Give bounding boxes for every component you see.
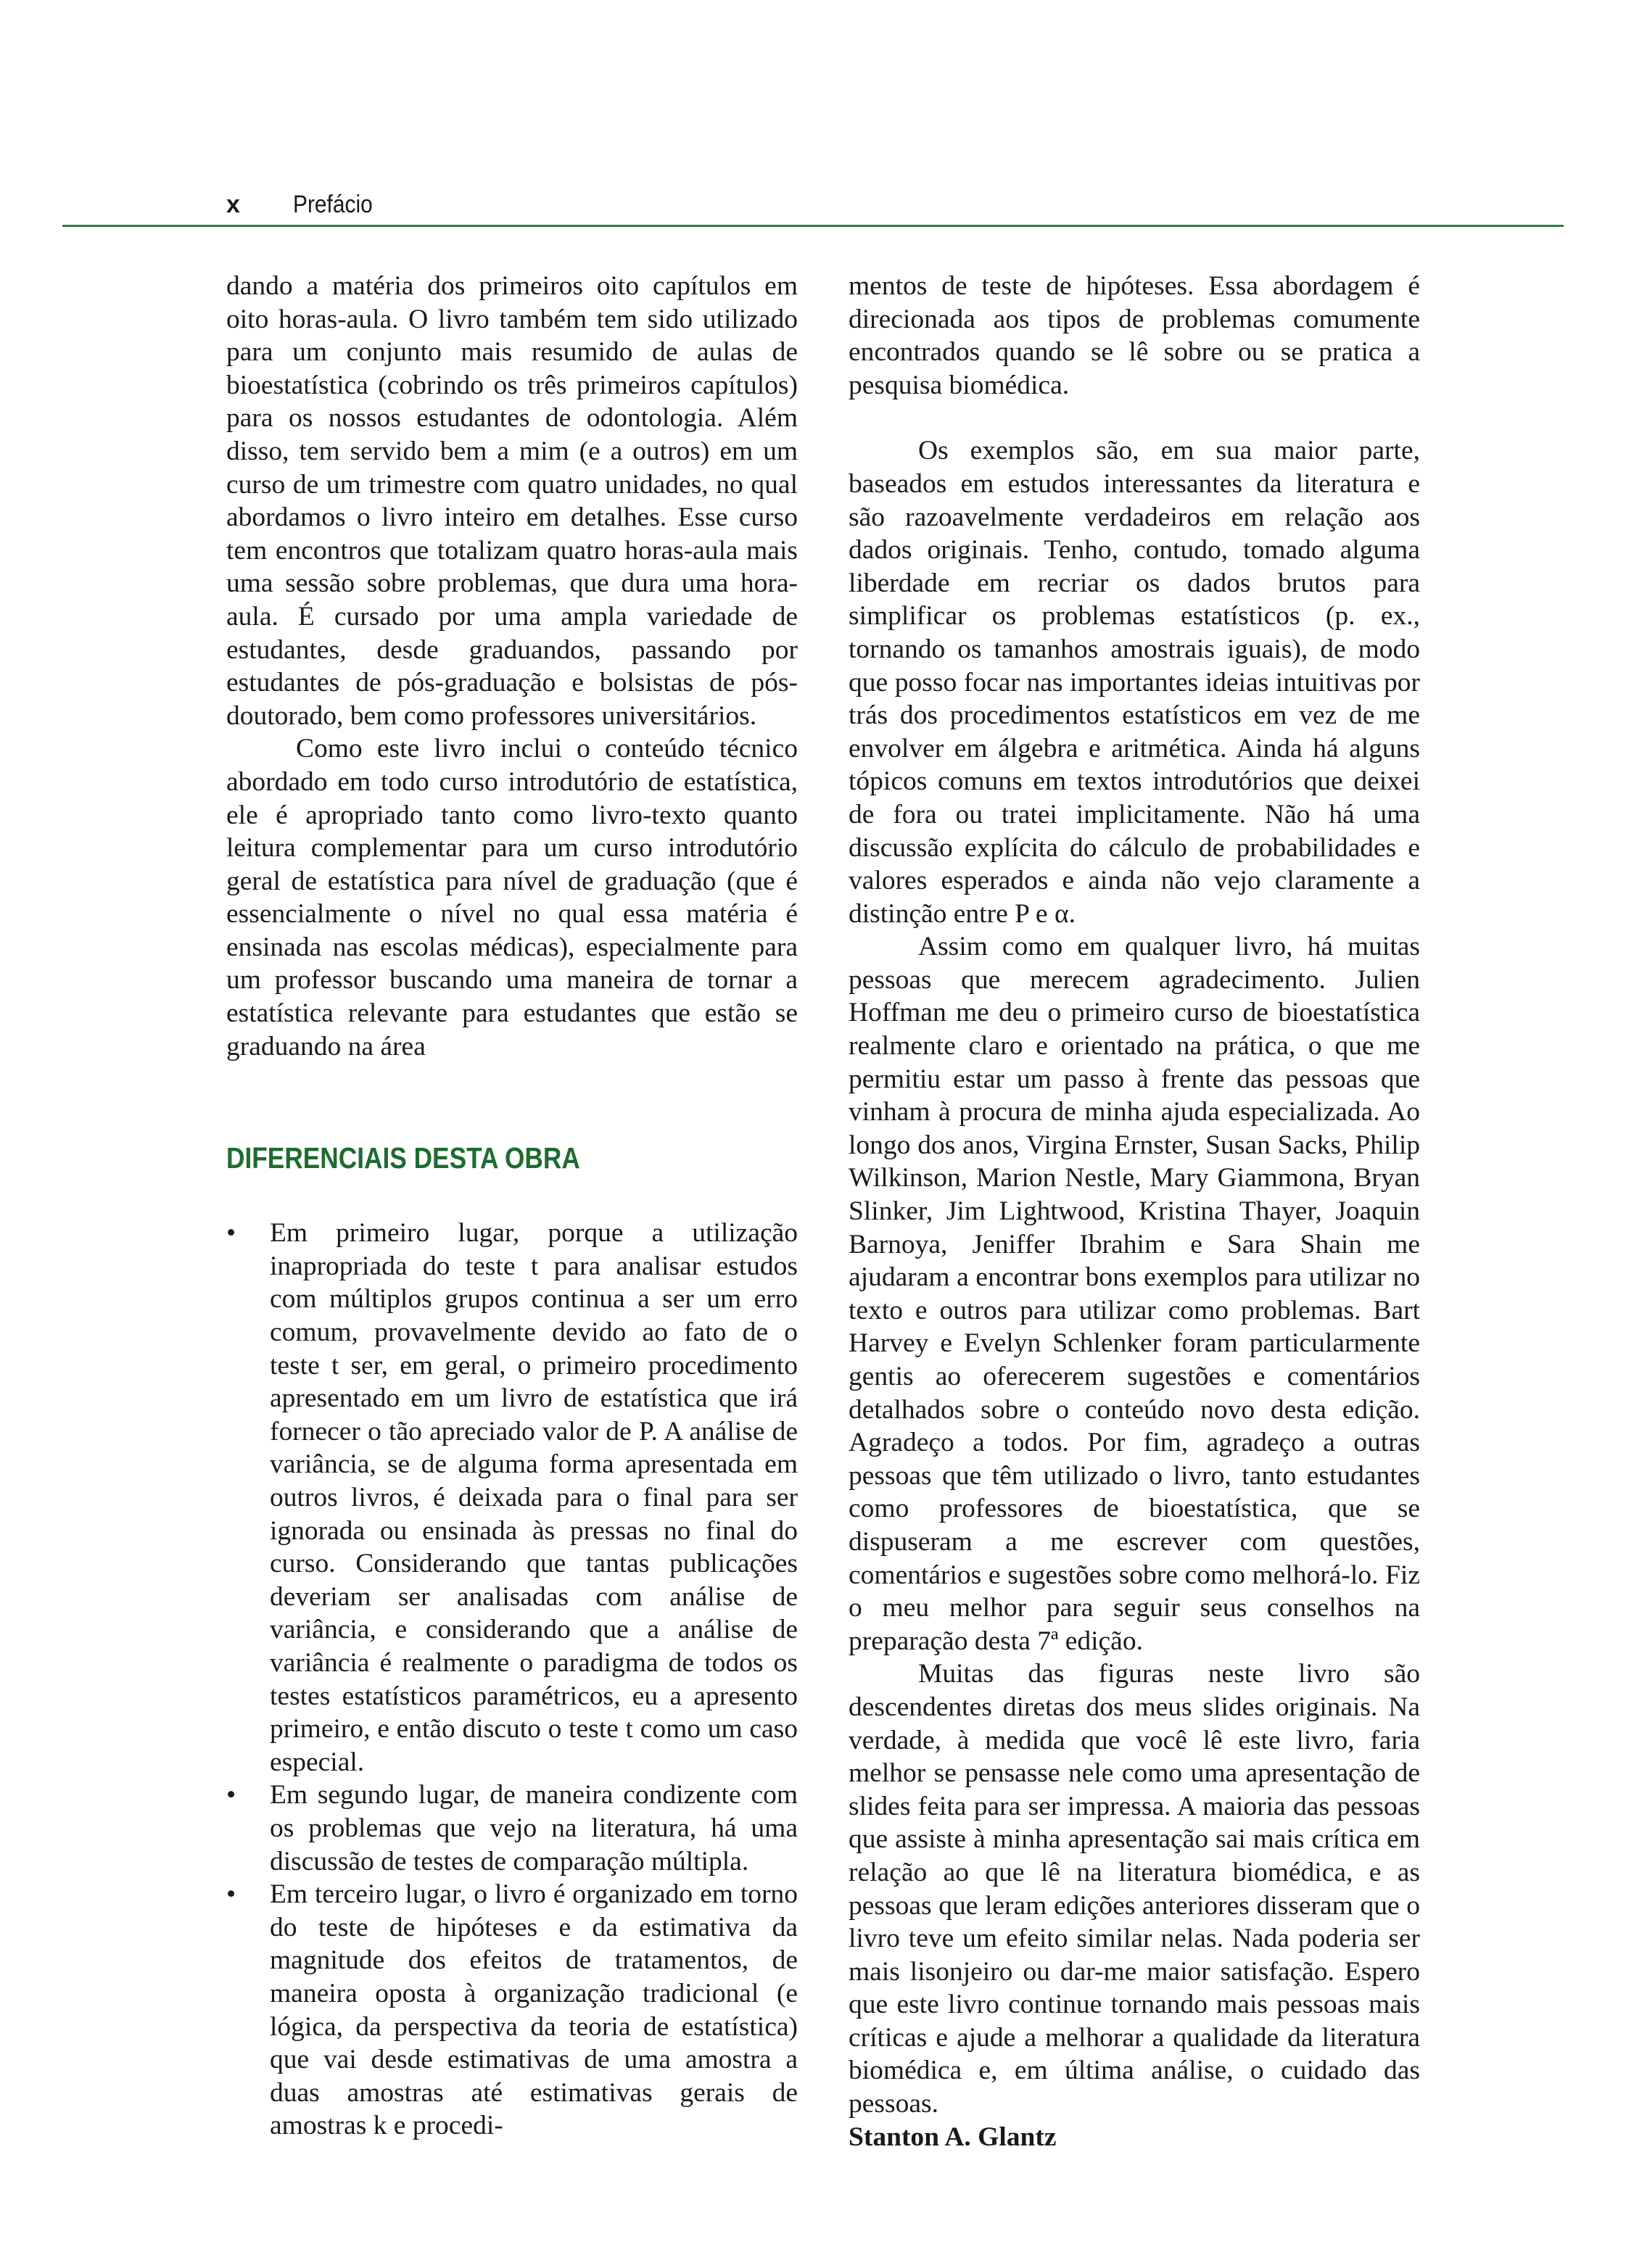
left-column — [226, 270, 798, 2143]
paragraph-right-1: mentos de teste de hipóteses. Essa abordagem é direcionada aos tipos de problemas comumente encontrados quando se lê sobre ou se pratica a pesquisa biomédica. — [849, 271, 1420, 400]
list-item-text: Em terceiro lugar, o livro é organizado em torno do teste de hipóteses e da estimativa da magnitude dos efeitos de tratamentos, de maneira oposta à organização tradicional (e lógica, da perspectiva da teoria de estatística) que vai desde estimativas de uma amostra a duas amostras até estimativas gerais de amostras k e procedi- — [270, 1879, 798, 2141]
paragraph-right-4: Muitas das figuras neste livro são descendentes diretas dos meus slides originais. Na verdade, à medida que você lê este livro, faria melhor se pensasse nele como uma apresentação de slides feita para ser impressa. A maioria das pessoas que assiste à minha apresentação sai mais crítica em relação ao que lê na literatura biomédica, e as pessoas que leram edições anteriores disseram que o livro teve um efeito similar nelas. Nada poderia ser mais lisonjeiro ou dar-me maior satisfação. Espero que este livro continue tornando mais pessoas mais críticas e ajude a melhorar a qualidade da literatura biomédica e, em última análise, o cuidado das pessoas. — [849, 1659, 1420, 2119]
features-list — [226, 1217, 798, 2143]
section-heading: DIFERENCIAIS DESTA OBRA — [226, 1141, 580, 1175]
list-item-text: Em segundo lugar, de maneira condizente com os problemas que vejo na literatura, há uma discussão de testes de comparação múltipla. — [270, 1780, 798, 1876]
page-number: x — [226, 191, 240, 218]
right-column — [849, 270, 1420, 2153]
paragraph-left-1: dando a matéria dos primeiros oito capítulos em oito horas-aula. O livro também tem sido utilizado para um conjunto mais resumido de aulas de bioestatística (cobrindo os três primeiros capítulos) para os nossos estudantes de odontologia. Além disso, tem servido bem a mim (e a outros) em um curso de um trimestre com quatro unidades, no qual abordamos o livro inteiro em detalhes. Esse curso tem encontros que totalizam quatro horas-aula mais uma sessão sobre problemas, que dura uma hora-aula. É cursado por uma ampla variedade de estudantes, desde graduandos, passando por estudantes de pós-graduação e bolsistas de pós-doutorado, bem como professores universitários. — [226, 271, 798, 731]
bullet-icon: • — [226, 1218, 236, 1249]
paragraph-right-3: Assim como em qualquer livro, há muitas pessoas que merecem agradecimento. Julien Hoffman me deu o primeiro curso de bioestatística realmente claro e orientado na prática, o que me permitiu estar um passo à frente das pessoas que vinham à procura de minha ajuda especializada. Ao longo dos anos, Virgina Ernster, Susan Sacks, Philip Wilkinson, Marion Nestle, Mary Giammona, Bryan Slinker, Jim Lightwood, Kristina Thayer, Joaquin Barnoya, Jeniffer Ibrahim e Sara Shain me ajudaram a encontrar bons exemplos para utilizar no texto e outros para utilizar como problemas. Bart Harvey e Evelyn Schlenker foram particularmente gentis ao oferecerem sugestões e comentários detalhados sobre o conteúdo novo desta edição. Agradeço a todos. Por fim, agradeço a outras pessoas que têm utilizado o livro, tanto estudantes como professores de bioestatística, que se dispuseram a me escrever com questões, comentários e sugestões sobre como melhorá-lo. Fiz o meu melhor para seguir seus conselhos na preparação desta 7ª edição. — [849, 932, 1420, 1656]
list-item — [226, 1878, 798, 2143]
list-item — [226, 1779, 798, 1878]
paragraph-right-2: Os exemplos são, em sua maior parte, baseados em estudos interessantes da literatura e são razoavelmente verdadeiros em relação aos dados originais. Tenho, contudo, tomado alguma liberdade em recriar os dados brutos para simplificar os problemas estatísticos (p. ex., tornando os tamanhos amostrais iguais), de modo que posso focar nas importantes ideias intuitivas por trás dos procedimentos estatísticos em vez de me envolver em álgebra e aritmética. Ainda há alguns tópicos comuns em textos introdutórios que deixei de fora ou tratei implicitamente. Não há uma discussão explícita do cálculo de probabilidades e valores esperados e ainda não vejo claramente a distinção entre P e α. — [849, 436, 1420, 929]
running-title: Prefácio — [293, 191, 373, 218]
bullet-icon: • — [226, 1879, 236, 1910]
bullet-icon: • — [226, 1780, 236, 1810]
list-item — [226, 1217, 798, 1779]
list-item-text: Em primeiro lugar, porque a utilização inapropriada do teste t para analisar estudos com múltiplos grupos continua a ser um erro comum, provavelmente devido ao fato de o teste t ser, em geral, o primeiro procedimento apresentado em um livro de estatística que irá fornecer o tão apreciado valor de P. A análise de variância, se de alguma forma apresentada em outros livros, é deixada para o final para ser ignorada ou ensinada às pressas no final do curso. Considerando que tantas publicações deveriam ser analisadas com análise de variância, e considerando que a análise de variância é realmente o paradigma de todos os testes estatísticos paramétricos, eu a apresento primeiro, e então discuto o teste t como um caso especial. — [270, 1218, 798, 1777]
page-header — [62, 184, 1564, 227]
paragraph-left-2: Como este livro inclui o conteúdo técnico abordado em todo curso introdutório de estatística, ele é apropriado tanto como livro-texto quanto leitura complementar para um curso introdutório geral de estatística para nível de graduação (que é essencialmente o nível no qual essa matéria é ensinada nas escolas médicas), especialmente para um professor buscando uma maneira de tornar a estatística relevante para estudantes que estão se graduando na área — [226, 734, 798, 1061]
author-signature: Stanton A. Glantz — [849, 2122, 1057, 2152]
